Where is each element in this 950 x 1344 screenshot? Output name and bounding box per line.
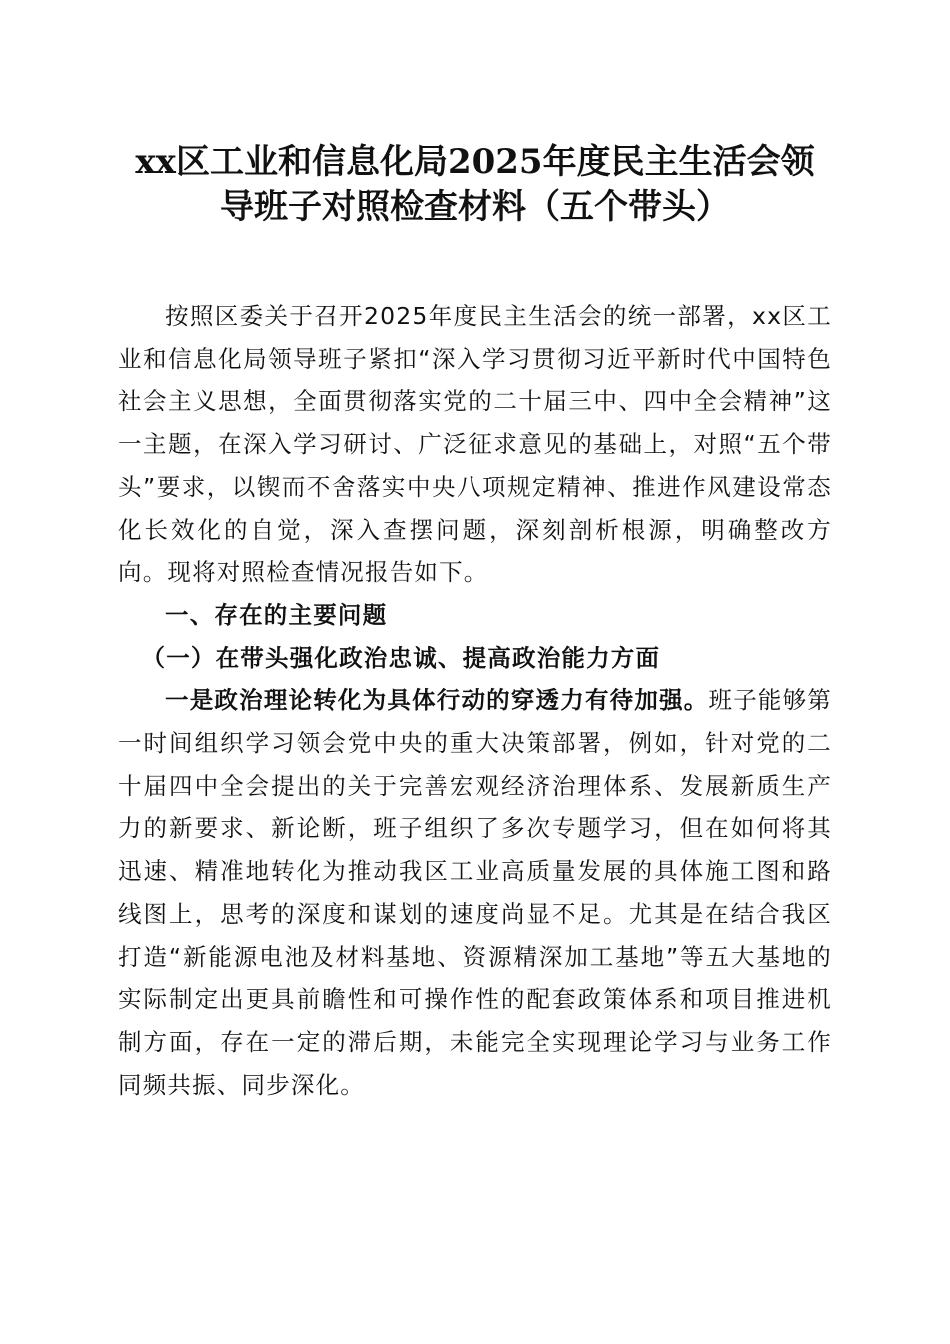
document-title: [118, 140, 832, 230]
document-body: [118, 295, 832, 1106]
point-one-lead: 一是政治理论转化为具体行动的穿透力有待加强。: [165, 686, 709, 715]
title-line-1: xx区工业和信息化局2025年度民主生活会领: [135, 142, 815, 182]
title-line-2: 导班子对照检查材料（五个带头）: [220, 187, 730, 227]
intro-paragraph: 按照区委关于召开2025年度民主生活会的统一部署，xx区工业和信息化局领导班子紧扣“深入学习贯彻习近平新时代中国特色社会主义思想，全面贯彻落实党的二十届三中、四中全会精神”这一主题，在深入学习研讨、广泛征求意见的基础上，对照“五个带头”要求，以锲而不舍落实中央八项规定精神、推进作风建设常态化长效化的自觉，深入查摆问题，深刻剖析根源，明确整改方向。现将对照检查情况报告如下。: [118, 302, 832, 587]
point-one-body: 班子能够第一时间组织学习领会党中央的重大决策部署，例如，针对党的二十届四中全会提出的关于完善宏观经济治理体系、发展新质生产力的新要求、新论断，班子组织了多次专题学习，但在如何将其迅速、精准地转化为推动我区工业高质量发展的具体施工图和路线图上，思考的深度和谋划的速度尚显不足。尤其是在结合我区打造“新能源电池及材料基地、资源精深加工基地”等五大基地的实际制定出更具前瞻性和可操作性的配套政策体系和项目推进机制方面，存在一定的滞后期，未能完全实现理论学习与业务工作同频共振、同步深化。: [118, 686, 832, 1099]
section-heading-problems: 一、存在的主要问题: [165, 600, 388, 629]
subsection-heading-political-loyalty: （一）在带头强化政治忠诚、提高政治能力方面: [141, 643, 661, 672]
point-one-paragraph: [118, 679, 832, 1106]
document-page: [118, 140, 832, 1106]
